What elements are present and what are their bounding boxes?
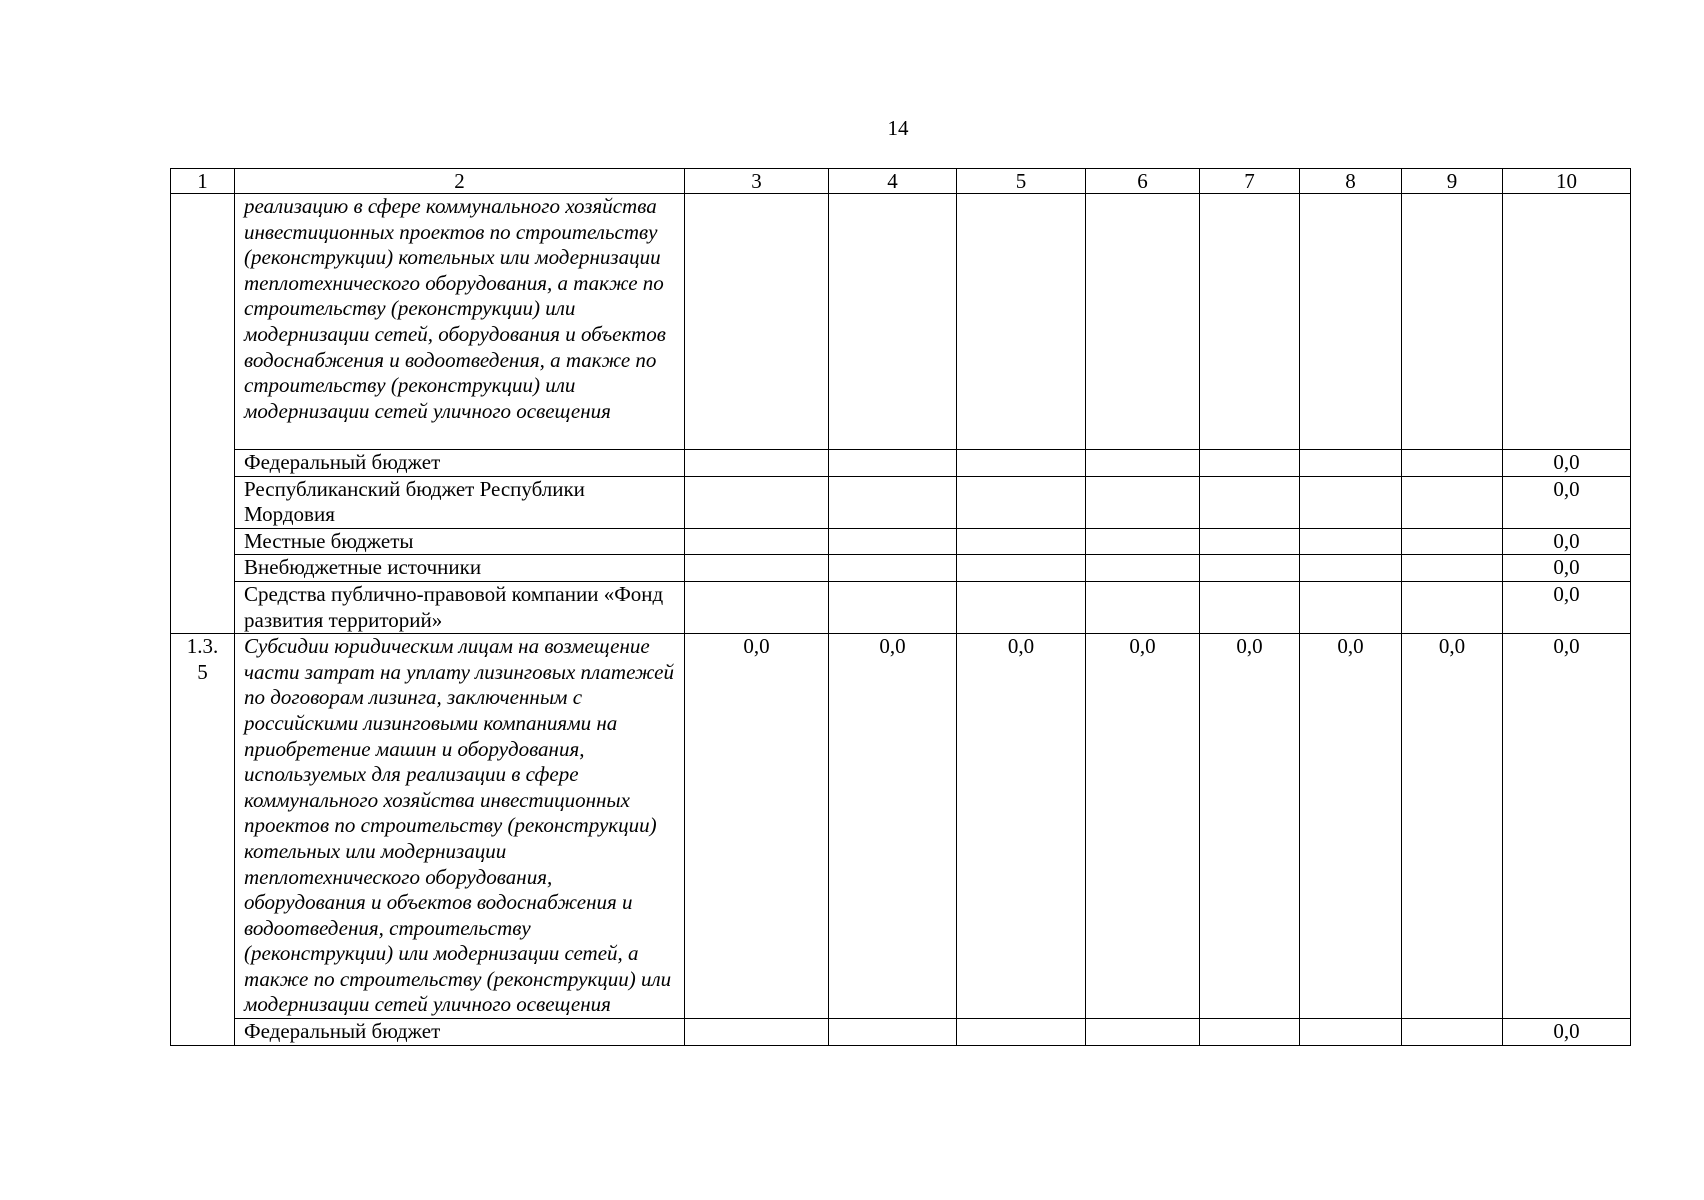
table-row	[171, 450, 1631, 477]
value-cell: 0,0	[1503, 528, 1631, 555]
funding-source-label: Федеральный бюджет	[235, 450, 685, 477]
column-header: 8	[1300, 169, 1402, 194]
table-row	[171, 1019, 1631, 1046]
funding-source-label: Внебюджетные источники	[235, 555, 685, 582]
budget-table	[170, 168, 1631, 1046]
value-cell: 0,0	[1503, 555, 1631, 582]
column-header: 6	[1086, 169, 1200, 194]
funding-source-label: Средства публично-правовой компании «Фонд развития территорий»	[235, 581, 685, 633]
page-number: 14	[887, 116, 909, 140]
column-header: 3	[685, 169, 829, 194]
value-cell: 0,0	[829, 634, 957, 1019]
row-number-cell	[171, 194, 235, 634]
table-header-row	[171, 169, 1631, 194]
value-cell: 0,0	[1200, 634, 1300, 1019]
table-row	[171, 555, 1631, 582]
row-number-cell: 1.3. 5	[171, 634, 235, 1046]
value-cell: 0,0	[685, 634, 829, 1019]
column-header: 1	[171, 169, 235, 194]
column-header: 10	[1503, 169, 1631, 194]
value-cell: 0,0	[957, 634, 1086, 1019]
value-cell: 0,0	[1503, 476, 1631, 528]
table-row	[171, 528, 1631, 555]
table-row	[171, 194, 1631, 450]
funding-source-label: Местные бюджеты	[235, 528, 685, 555]
value-cell: 0,0	[1503, 581, 1631, 633]
value-cell: 0,0	[1503, 450, 1631, 477]
value-cell: 0,0	[1402, 634, 1503, 1019]
column-header: 9	[1402, 169, 1503, 194]
column-header: 2	[235, 169, 685, 194]
value-cell: 0,0	[1300, 634, 1402, 1019]
measure-description: реализацию в сфере коммунального хозяйства инвестиционных проектов по строительству (реконструкции) котельных или модернизации теплотехнического оборудования, а также по строительству (реконструкции) или модернизации сетей, оборудования и объектов водоснабжения и водоотведения, а также по строительству (реконструкции) или модернизации сетей уличного освещения	[235, 194, 685, 450]
value-cell: 0,0	[1503, 634, 1631, 1019]
table-row	[171, 581, 1631, 633]
funding-source-label: Республиканский бюджет Республики Мордовия	[235, 476, 685, 528]
column-header: 4	[829, 169, 957, 194]
funding-source-label: Федеральный бюджет	[235, 1019, 685, 1046]
column-header: 7	[1200, 169, 1300, 194]
table-row	[171, 476, 1631, 528]
value-cell: 0,0	[1086, 634, 1200, 1019]
measure-description: Субсидии юридическим лицам на возмещение части затрат на уплату лизинговых платежей по договорам лизинга, заключенным с российскими лизинговыми компаниями на приобретение машин и оборудования, используемых для реализации в сфере коммунального хозяйства инвестиционных проектов по строительству (реконструкции) котельных или модернизации теплотехнического оборудования, оборудования и объектов водоснабжения и водоотведения, строительству (реконструкции) или модернизации сетей, а также по строительству (реконструкции) или модернизации сетей уличного освещения	[235, 634, 685, 1019]
value-cell: 0,0	[1503, 1019, 1631, 1046]
table-row	[171, 634, 1631, 1019]
column-header: 5	[957, 169, 1086, 194]
